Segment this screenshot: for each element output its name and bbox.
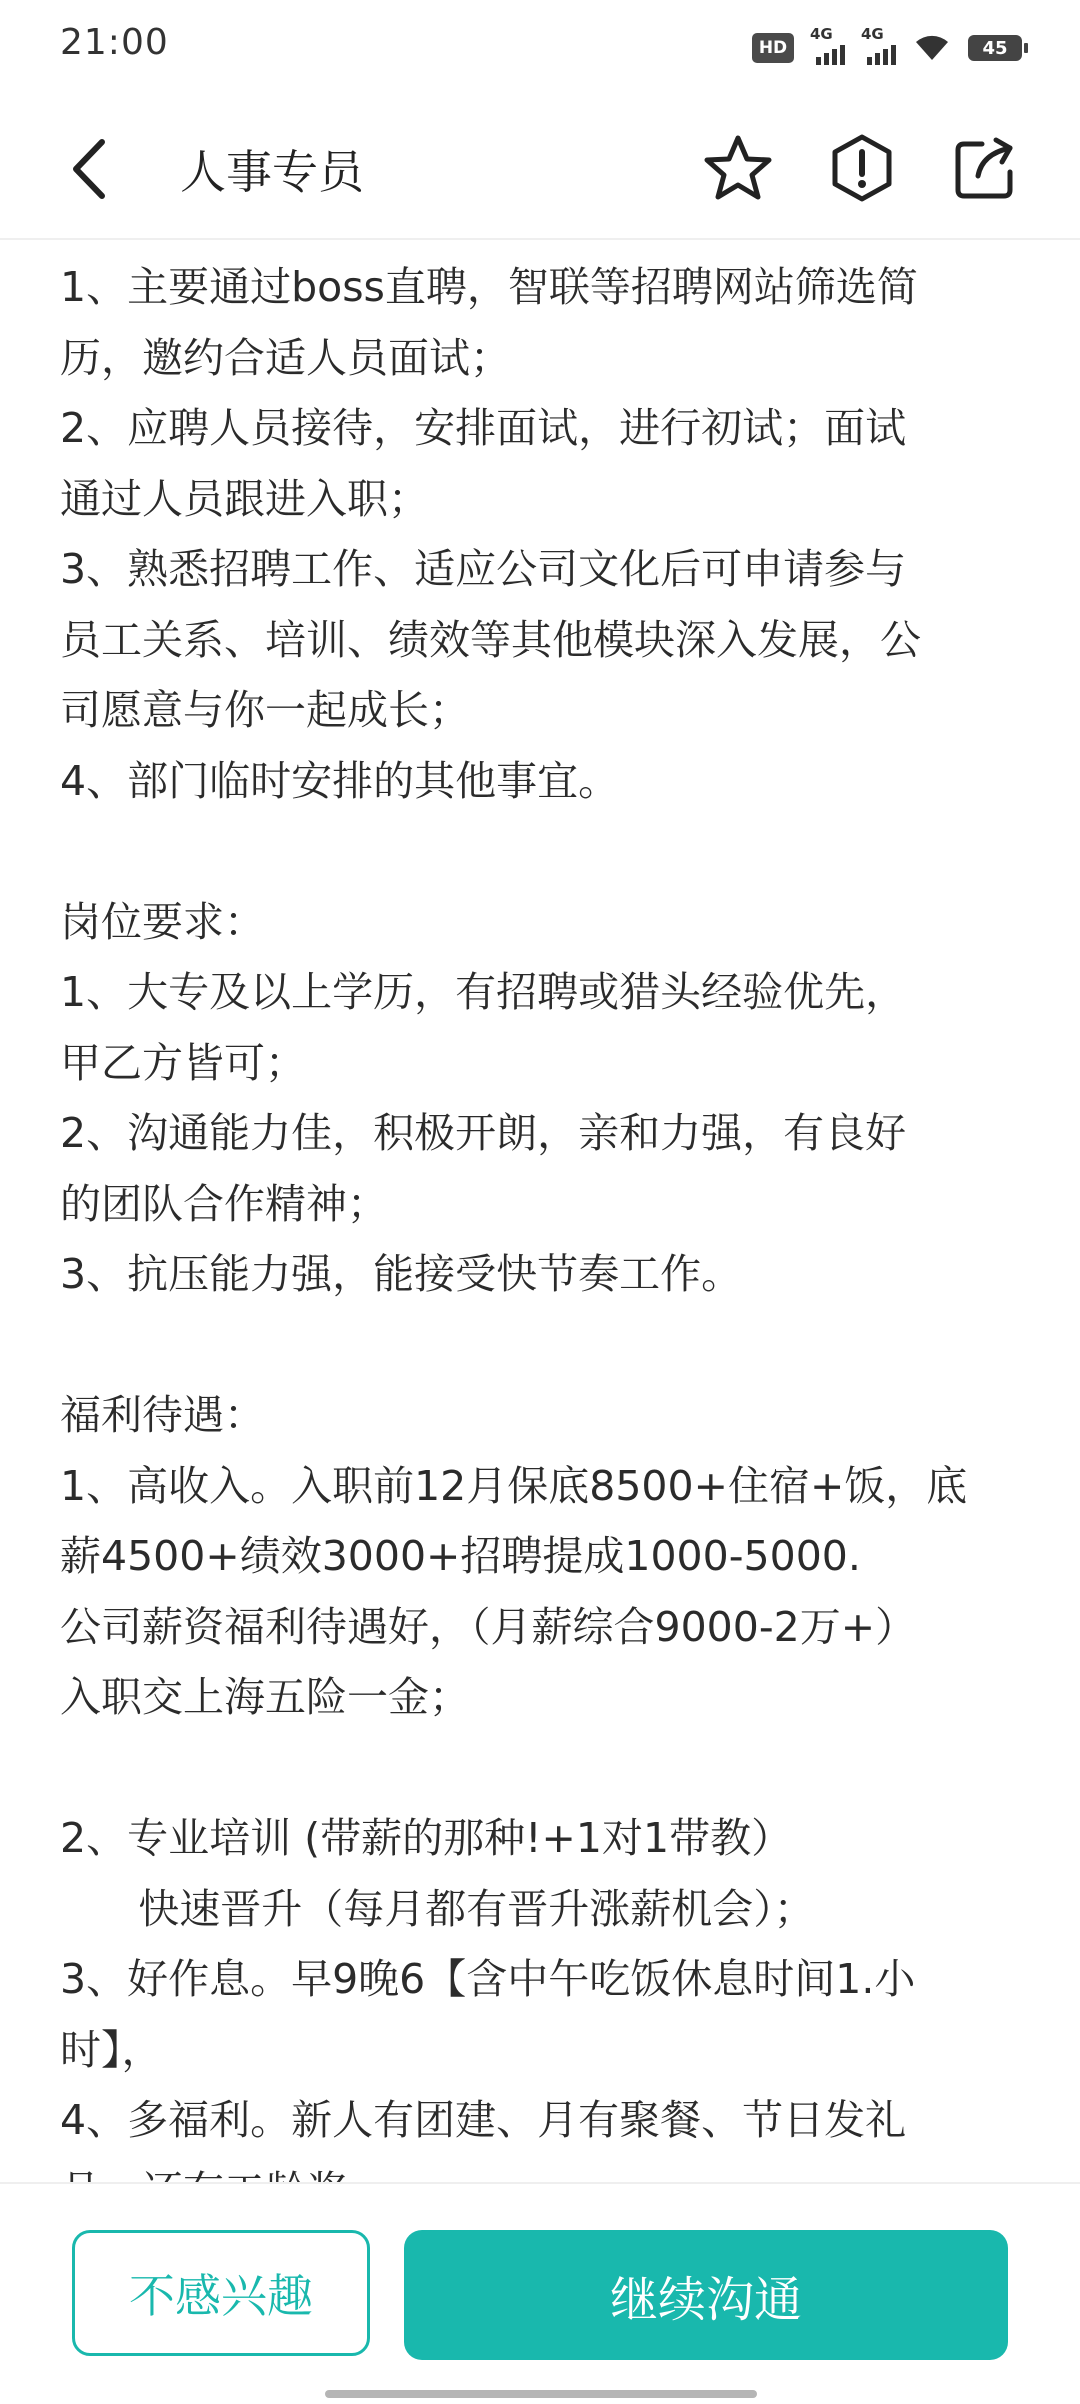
back-button[interactable]	[60, 134, 130, 204]
not-interested-button[interactable]: 不感兴趣	[72, 2230, 370, 2356]
job-description	[60, 238, 1030, 2196]
status-bar	[0, 0, 1080, 96]
description-line: 通过人员跟进入职；	[60, 474, 429, 523]
description-line: 1、大专及以上学历，有招聘或猎头经验优先，	[60, 968, 907, 1016]
action-bar	[0, 2182, 1080, 2404]
home-indicator[interactable]	[325, 2390, 757, 2398]
status-icons	[752, 25, 1022, 68]
description-line: 司愿意与你一起成长；	[60, 686, 470, 734]
description-line: 公司薪资福利待遇好，（月薪综合9000-2万+）	[60, 1602, 917, 1651]
description-line: 入职交上海五险一金；	[60, 1673, 470, 1721]
description-blank-line	[60, 816, 1030, 887]
status-time: 21:00	[60, 22, 169, 63]
signal-icon	[810, 25, 845, 65]
section-heading-requirements: 岗位要求：	[60, 897, 265, 946]
share-icon	[948, 132, 1020, 204]
back-arrow-icon	[60, 134, 130, 204]
section-heading-benefits: 福利待遇：	[60, 1391, 265, 1439]
description-line: 3、抗压能力强，能接受快节奏工作。	[60, 1250, 743, 1298]
description-line: 2、专业培训 (带薪的那种!+1对1带教）	[60, 1814, 793, 1862]
star-icon	[702, 132, 774, 204]
description-line: 快速晋升（每月都有晋升涨薪机会）；	[60, 1884, 815, 1933]
description-line: 1、高收入。入职前12月保底8500+住宿+饭，底	[60, 1461, 968, 1510]
hd-voice-icon: HD	[752, 33, 794, 63]
description-line: 3、熟悉招聘工作、适应公司文化后可申请参与	[60, 545, 907, 593]
description-line: 4、部门临时安排的其他事宜。	[60, 756, 620, 805]
description-blank-line	[60, 1310, 1030, 1381]
continue-chat-button[interactable]: 继续沟通	[404, 2230, 1008, 2360]
description-line: 4、多福利。新人有团建、月有聚餐、节日发礼	[60, 2096, 907, 2144]
description-line: 时】，	[60, 2025, 163, 2074]
description-line: 薪4500+绩效3000+招聘提成1000-5000.	[60, 1532, 861, 1580]
signal-label: 4G	[810, 25, 833, 43]
share-button[interactable]	[948, 132, 1020, 204]
description-line: 甲乙方皆可；	[60, 1038, 306, 1087]
description-line: 3、好作息。早9晚6【含中午吃饭休息时间1.小	[60, 1955, 916, 2003]
description-line: 1、主要通过boss直聘，智联等招聘网站筛选简	[60, 263, 918, 311]
battery-icon: 45	[968, 35, 1022, 61]
report-button[interactable]	[826, 132, 898, 204]
description-line: 的团队合作精神；	[60, 1179, 388, 1228]
page-title: 人事专员	[180, 145, 364, 199]
description-line: 2、应聘人员接待，安排面试，进行初试；面试	[60, 404, 907, 452]
signal-label: 4G	[861, 25, 884, 43]
wifi-icon	[912, 30, 952, 66]
description-line: 员工关系、培训、绩效等其他模块深入发展，公	[60, 615, 921, 664]
favorite-button[interactable]	[702, 132, 774, 204]
description-line: 历，邀约合适人员面试；	[60, 333, 511, 382]
alert-icon	[826, 132, 898, 204]
description-blank-line	[60, 1733, 1030, 1804]
description-line: 2、沟通能力佳，积极开朗，亲和力强，有良好	[60, 1109, 907, 1157]
signal-icon	[861, 25, 896, 65]
app-header	[0, 96, 1080, 240]
